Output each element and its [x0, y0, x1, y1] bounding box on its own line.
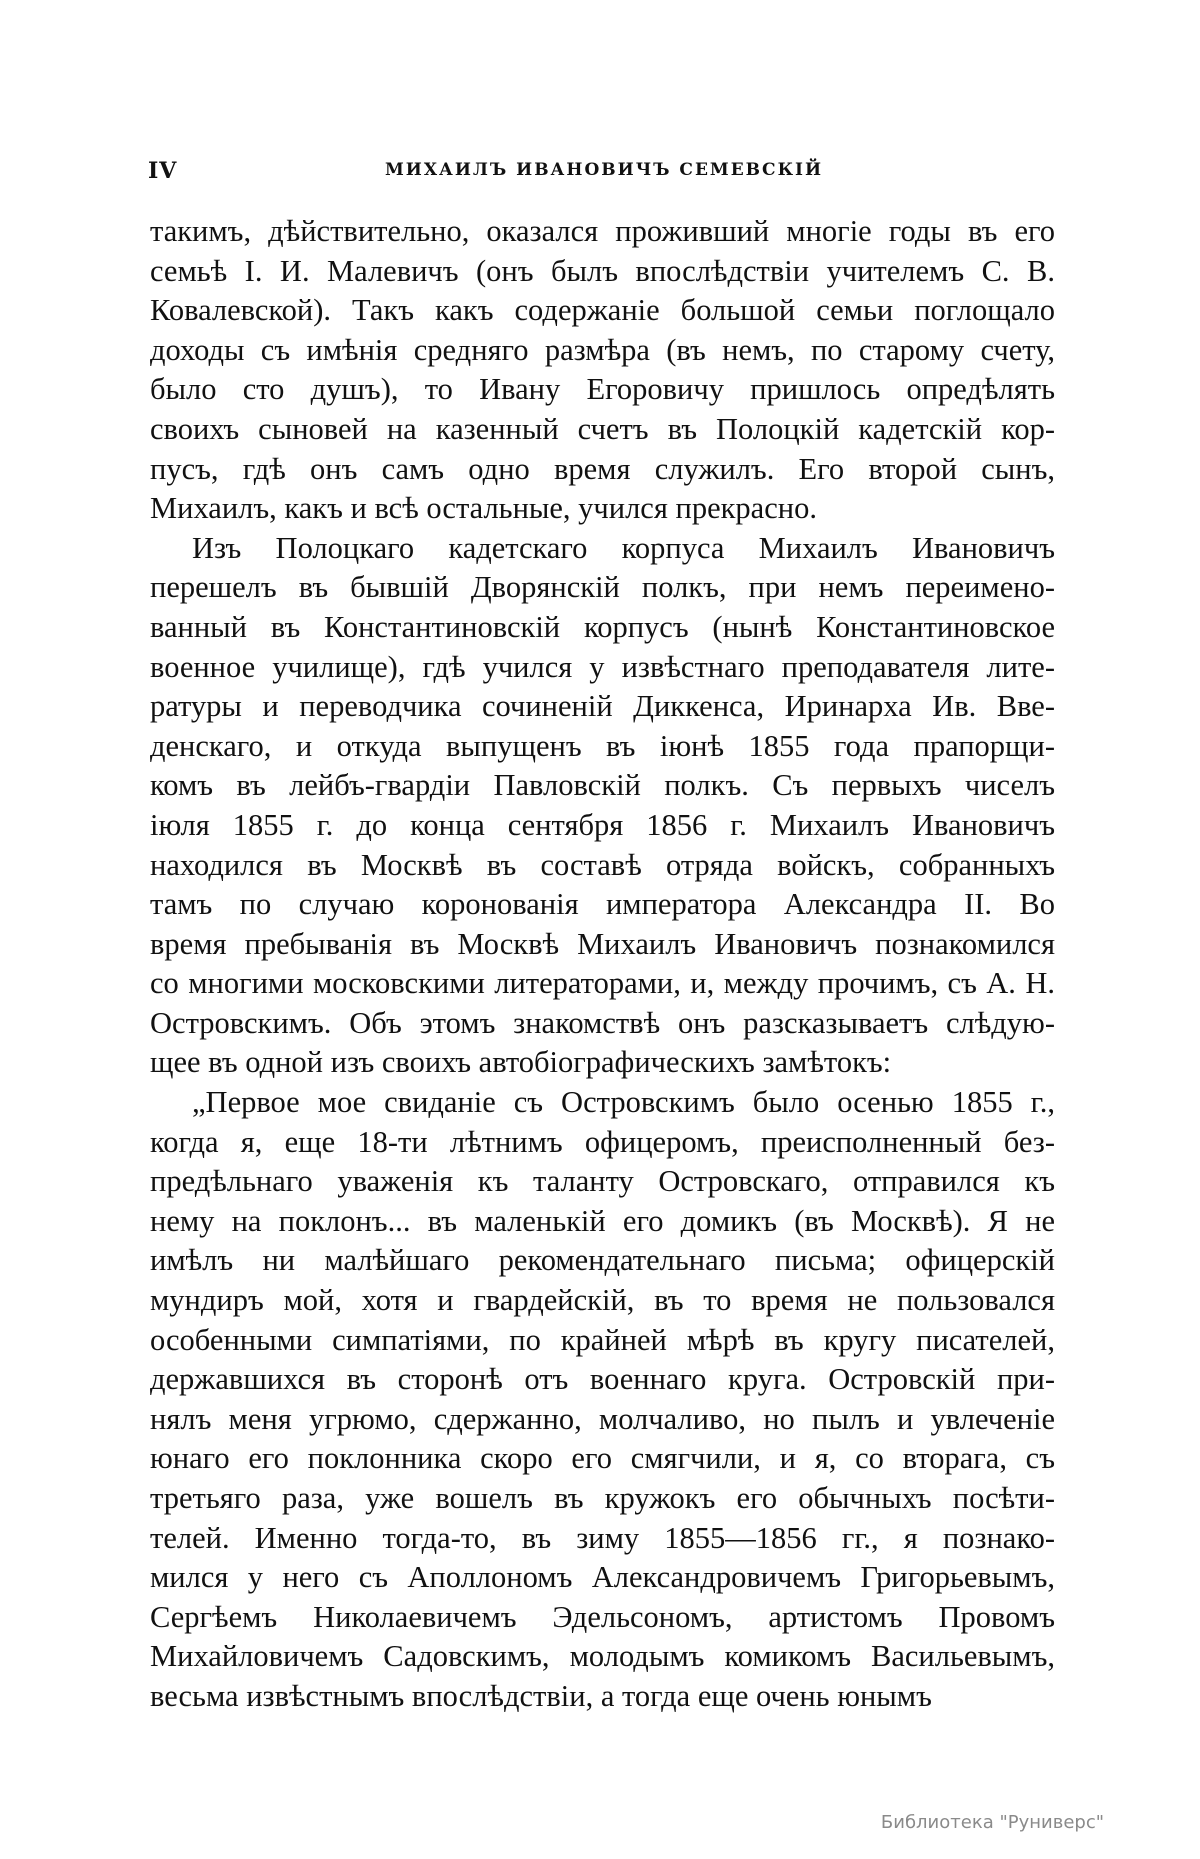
- text-line: нему на поклонъ... въ маленькій его домикъ (въ Москвѣ). Я не: [150, 1203, 1055, 1238]
- text-line: военное училище), гдѣ учился у извѣстнаго преподавателя лите-: [150, 649, 1055, 684]
- text-line: „Первое мое свиданіе съ Островскимъ было осенью 1855 г.,: [192, 1085, 1055, 1120]
- library-watermark: Библиотека "Руниверс": [880, 1812, 1104, 1833]
- text-line: нялъ меня угрюмо, сдержанно, молчаливо, но пылъ и увлеченіе: [150, 1401, 1055, 1436]
- text-line: ратуры и переводчика сочиненій Диккенса, Иринарха Ив. Вве-: [150, 689, 1055, 724]
- body-text: [150, 212, 1055, 1717]
- text-line: Михаилъ, какъ и всѣ остальные, учился прекрасно.: [150, 491, 817, 526]
- text-line: перешелъ въ бывшій Дворянскій полкъ, при немъ переимено-: [150, 570, 1055, 605]
- text-line: доходы съ имѣнія средняго размѣра (въ немъ, по старому счету,: [150, 332, 1055, 367]
- text-line: юнаго его поклонника скоро его смягчили, и я, со вторага, съ: [150, 1441, 1055, 1476]
- text-line: такимъ, дѣйствительно, оказался проживший многіе годы въ его: [150, 214, 1055, 248]
- text-line: Островскимъ. Объ этомъ знакомствѣ онъ разсказываетъ слѣдую-: [150, 1005, 1055, 1040]
- running-title: МИХАИЛЪ ИВАНОВИЧЪ СЕМЕВСКІЙ: [384, 160, 824, 180]
- text-line: когда я, еще 18-ти лѣтнимъ офицеромъ, преисполненный без-: [150, 1124, 1055, 1159]
- text-line: Изъ Полоцкаго кадетскаго корпуса Михаилъ Ивановичъ: [192, 530, 1055, 565]
- text-line: предѣльнаго уваженія къ таланту Островскаго, отправился къ: [150, 1164, 1055, 1199]
- text-line: третьяго раза, уже вошелъ въ кружокъ его обычныхъ посѣти-: [150, 1481, 1055, 1515]
- text-line: семьѣ І. И. Малевичъ (онъ былъ впослѣдствіи учителемъ С. В.: [150, 253, 1055, 288]
- text-line: пусъ, гдѣ онъ самъ одно время служилъ. Его второй сынъ,: [150, 451, 1055, 486]
- text-line: державшихся въ сторонѣ отъ военнаго круга. Островскій при-: [150, 1362, 1055, 1397]
- text-line: весьма извѣстнымъ впослѣдствіи, а тогда еще очень юнымъ: [150, 1678, 932, 1713]
- text-line: денскаго, и откуда выпущенъ въ іюнѣ 1855 года прапорщи-: [150, 728, 1055, 763]
- running-head: [148, 158, 1060, 188]
- text-line: Михайловичемъ Садовскимъ, молодымъ комикомъ Васильевымъ,: [150, 1639, 1055, 1674]
- text-line: со многими московскими литераторами, и, между прочимъ, съ А. Н.: [150, 966, 1055, 1001]
- text-line: телей. Именно тогда-то, въ зиму 1855—1856 гг., я познако-: [150, 1520, 1055, 1555]
- text-line: время пребыванія въ Москвѣ Михаилъ Ивановичъ познакомился: [150, 926, 1055, 961]
- text-line: комъ въ лейбъ-гвардіи Павловскій полкъ. Съ первыхъ чиселъ: [150, 768, 1055, 803]
- text-line: было сто душъ), то Ивану Егоровичу пришлось опредѣлять: [150, 372, 1055, 407]
- text-line: особенными симпатіями, по крайней мѣрѣ въ кругу писателей,: [150, 1322, 1055, 1357]
- text-line: щее въ одной изъ своихъ автобіографическихъ замѣтокъ:: [150, 1045, 892, 1080]
- text-line: мундиръ мой, хотя и гвардейскій, въ то время не пользовался: [150, 1283, 1055, 1318]
- text-line: Ковалевской). Такъ какъ содержаніе большой семьи поглощало: [150, 293, 1055, 328]
- text-line: тамъ по случаю коронованія императора Александра II. Во: [150, 887, 1055, 922]
- text-line: имѣлъ ни малѣйшаго рекомендательнаго письма; офицерскій: [150, 1243, 1055, 1278]
- text-line: ванный въ Константиновскій корпусъ (нынѣ Константиновское: [150, 609, 1055, 644]
- page-number: IV: [148, 158, 178, 184]
- text-line: мился у него съ Аполлономъ Александровичемъ Григорьевымъ,: [150, 1560, 1055, 1595]
- text-line: Сергѣемъ Николаевичемъ Эдельсономъ, артистомъ Провомъ: [150, 1599, 1055, 1634]
- text-line: іюля 1855 г. до конца сентября 1856 г. Михаилъ Ивановичъ: [150, 807, 1055, 842]
- text-line: находился въ Москвѣ въ составѣ отряда войскъ, собранныхъ: [150, 847, 1055, 882]
- text-line: своихъ сыновей на казенный счетъ въ Полоцкій кадетскій кор-: [150, 411, 1055, 446]
